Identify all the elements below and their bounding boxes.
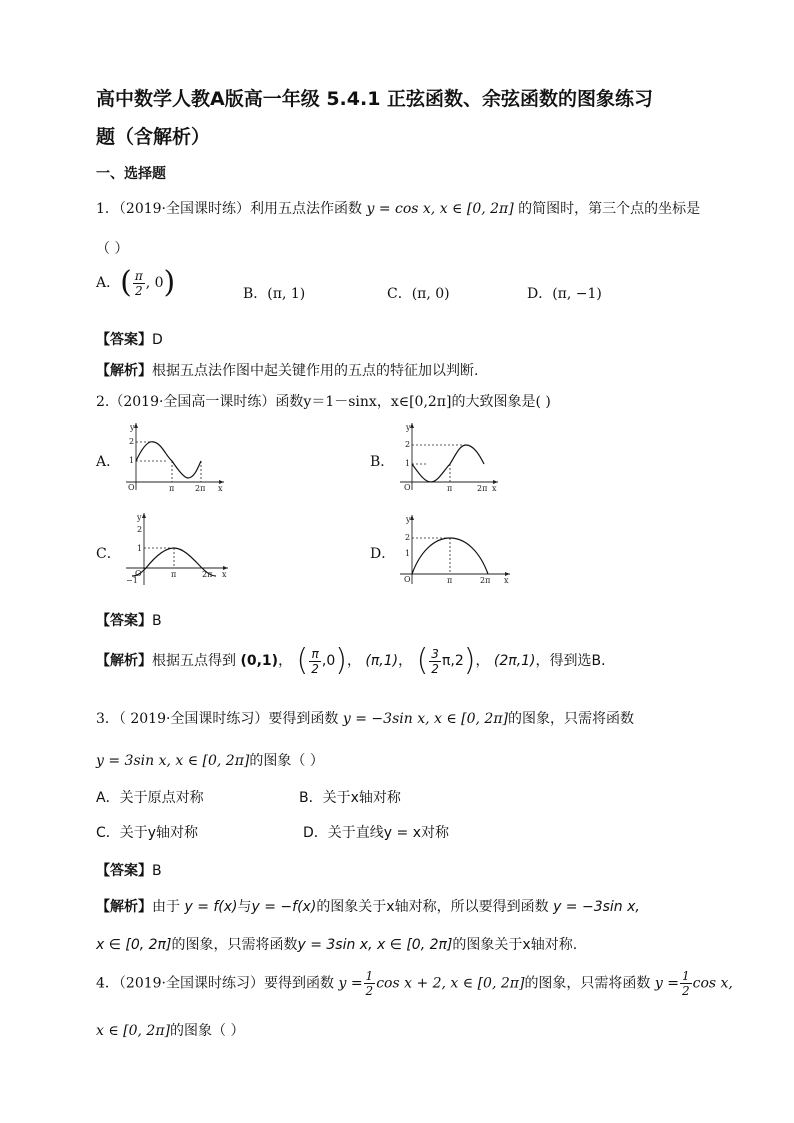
- q2-answer: [96, 610, 162, 630]
- graph-a-tick-1: 1: [129, 456, 135, 465]
- q2-analysis-a: 根据五点得到: [152, 653, 236, 669]
- graph-b-x-label: x: [492, 484, 497, 492]
- q2-sep-4: ，: [475, 653, 490, 669]
- q1-option-a-den: 2: [134, 283, 143, 298]
- q3-answer-label: 【答案】: [96, 863, 152, 879]
- q2-analysis-b: ，得到选B．: [535, 653, 616, 669]
- q2-point-2-num: π: [311, 646, 319, 661]
- graph-d-origin: O: [404, 575, 411, 584]
- q3-analysis-2c: 的图象关于x轴对称.: [452, 937, 578, 953]
- q2-point-4-tail: π,2: [441, 653, 464, 669]
- q3-answer-value: B: [152, 863, 162, 879]
- q3-stem-c: 的图象（ ）: [249, 753, 324, 769]
- q1-analysis-text: 根据五点法作图中起关键作用的五点的特征加以判断.: [152, 363, 479, 379]
- graph-b-tick-1: 1: [405, 459, 411, 468]
- q4-f2-den: 2: [681, 984, 690, 998]
- q1-answer-label: 【答案】: [96, 332, 152, 348]
- graph-d-tick-pi: π: [447, 576, 453, 585]
- q1-blank: （ ）: [96, 241, 129, 257]
- q2-option-b-label: B．: [370, 454, 395, 470]
- q3-analysis-2a: x ∈ [0, 2π]: [96, 937, 172, 953]
- q3-analysis-line1: [96, 896, 640, 916]
- graph-d-tick-2pi: 2π: [480, 576, 491, 585]
- q4-f2-pre: y =: [654, 975, 679, 992]
- q3-stem-a: 3．（ 2019·全国课时练习）要得到函数: [96, 711, 339, 727]
- graph-c-y-label: y: [137, 513, 142, 522]
- q3-formula-b: y = 3sin x, x ∈ [0, 2π]: [96, 753, 250, 769]
- graph-b-tick-pi: π: [447, 484, 453, 492]
- q4-f2-post: cos x,: [692, 975, 733, 992]
- graph-a-tick-2pi: 2π: [195, 484, 206, 492]
- graph-c-origin: O: [135, 569, 142, 578]
- q1-formula: y = cos x, x ∈ [0, 2π]: [366, 201, 514, 217]
- q4-line2-b: 的图象（ ）: [170, 1023, 245, 1039]
- q1-stem-b: 的简图时，第三个点的坐标是: [518, 201, 701, 217]
- q1-option-c: C．(π, 0): [387, 286, 450, 302]
- q2-point-4-den: 2: [431, 661, 439, 676]
- page-title-line1: 高中数学人教A版高一年级 5.4.1 正弦函数、余弦函数的图象练习: [96, 88, 654, 110]
- q3-option-b: B．关于x轴对称: [299, 790, 401, 806]
- q4-stem-b: 的图象，只需将函数: [524, 975, 651, 992]
- q2-graph-c: [124, 510, 234, 586]
- q2-stem: 2.（2019·全国高一课时练）函数y＝1－sinx，x∈[0,2π]的大致图象是( ): [96, 394, 551, 410]
- q2-point-4-num: 3: [431, 646, 439, 661]
- q2-option-d-label: D．: [370, 546, 396, 562]
- q4-stem-line2: [96, 1020, 244, 1040]
- graph-d-tick-1: 1: [405, 549, 411, 558]
- q1-answer-value: D: [152, 332, 163, 348]
- q2-answer-value: B: [152, 613, 162, 629]
- q3-answer: [96, 860, 162, 880]
- q3-f2: y = −f(x): [251, 899, 317, 915]
- q1-stem-a: 1．（2019·全国课时练）利用五点法作函数: [96, 201, 362, 217]
- q3-option-d: D．关于直线y = x对称: [303, 825, 449, 841]
- graph-c-tick-2pi: 2π: [202, 570, 213, 579]
- q3-stem-line1: [96, 708, 634, 728]
- graph-b-tick-2pi: 2π: [477, 484, 488, 492]
- q2-analysis-label: 【解析】: [96, 653, 152, 669]
- q2-point-2-den: 2: [311, 661, 319, 676]
- q2-point-2-frac: [309, 648, 321, 675]
- q3-analysis-1c: 的图象关于x轴对称，所以要得到函数: [316, 899, 549, 915]
- q4-f1-pre: y =: [338, 975, 363, 992]
- graph-c-tick-neg1: −1: [126, 576, 138, 585]
- q2-option-c-label: C．: [96, 546, 121, 562]
- q2-point-3: (π,1): [365, 653, 399, 669]
- graph-d-y-label: y: [406, 515, 411, 524]
- q1-option-a-label: A．: [96, 275, 121, 291]
- q1-stem: [96, 198, 700, 218]
- graph-a-origin: O: [128, 483, 135, 492]
- q2-point-1: (0,1): [240, 653, 279, 669]
- graph-a-tick-2: 2: [129, 437, 135, 446]
- q3-analysis-1b: 与: [237, 899, 252, 915]
- q2-sep-2: ，: [346, 653, 361, 669]
- graph-a-y-label: y: [130, 423, 135, 432]
- q2-answer-label: 【答案】: [96, 613, 152, 629]
- q1-option-a-tail: , 0: [145, 275, 164, 291]
- graph-a-x-label: x: [218, 484, 223, 492]
- q3-analysis-2b: 的图象，只需将函数: [171, 937, 298, 953]
- graph-b-y-label: y: [406, 423, 411, 432]
- q2-analysis: 【解析】根据五点得到 (0,1)， ( $\frac{\pi}{2}$ ,0)， (π,1)， ( $\frac{3}{2}$ π,2)， (2π,1)，得到选B．: [96, 643, 616, 678]
- q2-point-4-frac: [429, 648, 441, 675]
- q3-f3: y = −3sin x,: [553, 899, 640, 915]
- q1-option-b: B．(π, 1): [243, 286, 306, 302]
- q4-f2-frac: [680, 970, 692, 997]
- q3-analysis-line2: [96, 934, 577, 954]
- q3-option-a: A．关于原点对称: [96, 790, 204, 806]
- graph-b-origin: O: [404, 483, 411, 492]
- q4-f1-frac: [364, 970, 376, 997]
- q4-f1-post: cos x + 2, x ∈ [0, 2π]: [376, 975, 525, 992]
- q3-stem-b: 的图象，只需将函数: [508, 711, 634, 727]
- q4-f1-den: 2: [365, 984, 374, 998]
- q1-analysis: [96, 360, 478, 380]
- page-title-line2: 题（含解析）: [96, 126, 211, 148]
- q4-f1-num: 1: [365, 969, 374, 983]
- q1-option-d: D．(π, −1): [527, 286, 602, 302]
- q4-stem-line1: [96, 970, 733, 997]
- graph-d-x-label: x: [504, 576, 509, 585]
- q2-graph-a: [124, 420, 228, 492]
- q4-line2-a: x ∈ [0, 2π]: [96, 1023, 170, 1039]
- q1-option-a: A．( $\frac{\pi}{2}$ , 0): [96, 265, 176, 300]
- graph-a-tick-pi: π: [169, 484, 175, 492]
- q2-option-a-label: A．: [96, 454, 121, 470]
- graph-c-tick-2: 2: [137, 525, 143, 534]
- q2-sep-3: ，: [398, 653, 413, 669]
- graph-c-tick-pi: π: [171, 570, 177, 579]
- q3-f1: y = f(x): [184, 899, 238, 915]
- q4-stem-a: 4．（2019·全国课时练习）要得到函数: [96, 975, 334, 992]
- q2-point-5: (2π,1): [493, 653, 536, 669]
- q1-analysis-label: 【解析】: [96, 363, 152, 379]
- q4-f2-num: 1: [681, 969, 690, 983]
- graph-b-tick-2: 2: [405, 440, 411, 449]
- q2-graph-b: [398, 420, 502, 492]
- graph-c-tick-1: 1: [137, 544, 143, 553]
- graph-d-tick-2: 2: [405, 533, 411, 542]
- section-heading: 一、选择题: [96, 166, 166, 182]
- q3-analysis-1a: 由于: [152, 899, 180, 915]
- q3-formula-a: y = −3sin x, x ∈ [0, 2π]: [342, 711, 508, 727]
- q2-point-2-tail: ,0: [321, 653, 336, 669]
- q3-f4: y = 3sin x, x ∈ [0, 2π]: [297, 937, 453, 953]
- q2-graph-d: [398, 512, 514, 586]
- q1-answer: [96, 329, 163, 349]
- q1-option-a-num: π: [134, 268, 143, 283]
- graph-c-x-label: x: [222, 570, 227, 579]
- q2-sep-1: ，: [278, 653, 293, 669]
- q3-option-c: C．关于y轴对称: [96, 825, 199, 841]
- q3-stem-line2: [96, 750, 324, 770]
- q3-analysis-label: 【解析】: [96, 899, 152, 915]
- q1-option-a-frac: [133, 270, 145, 297]
